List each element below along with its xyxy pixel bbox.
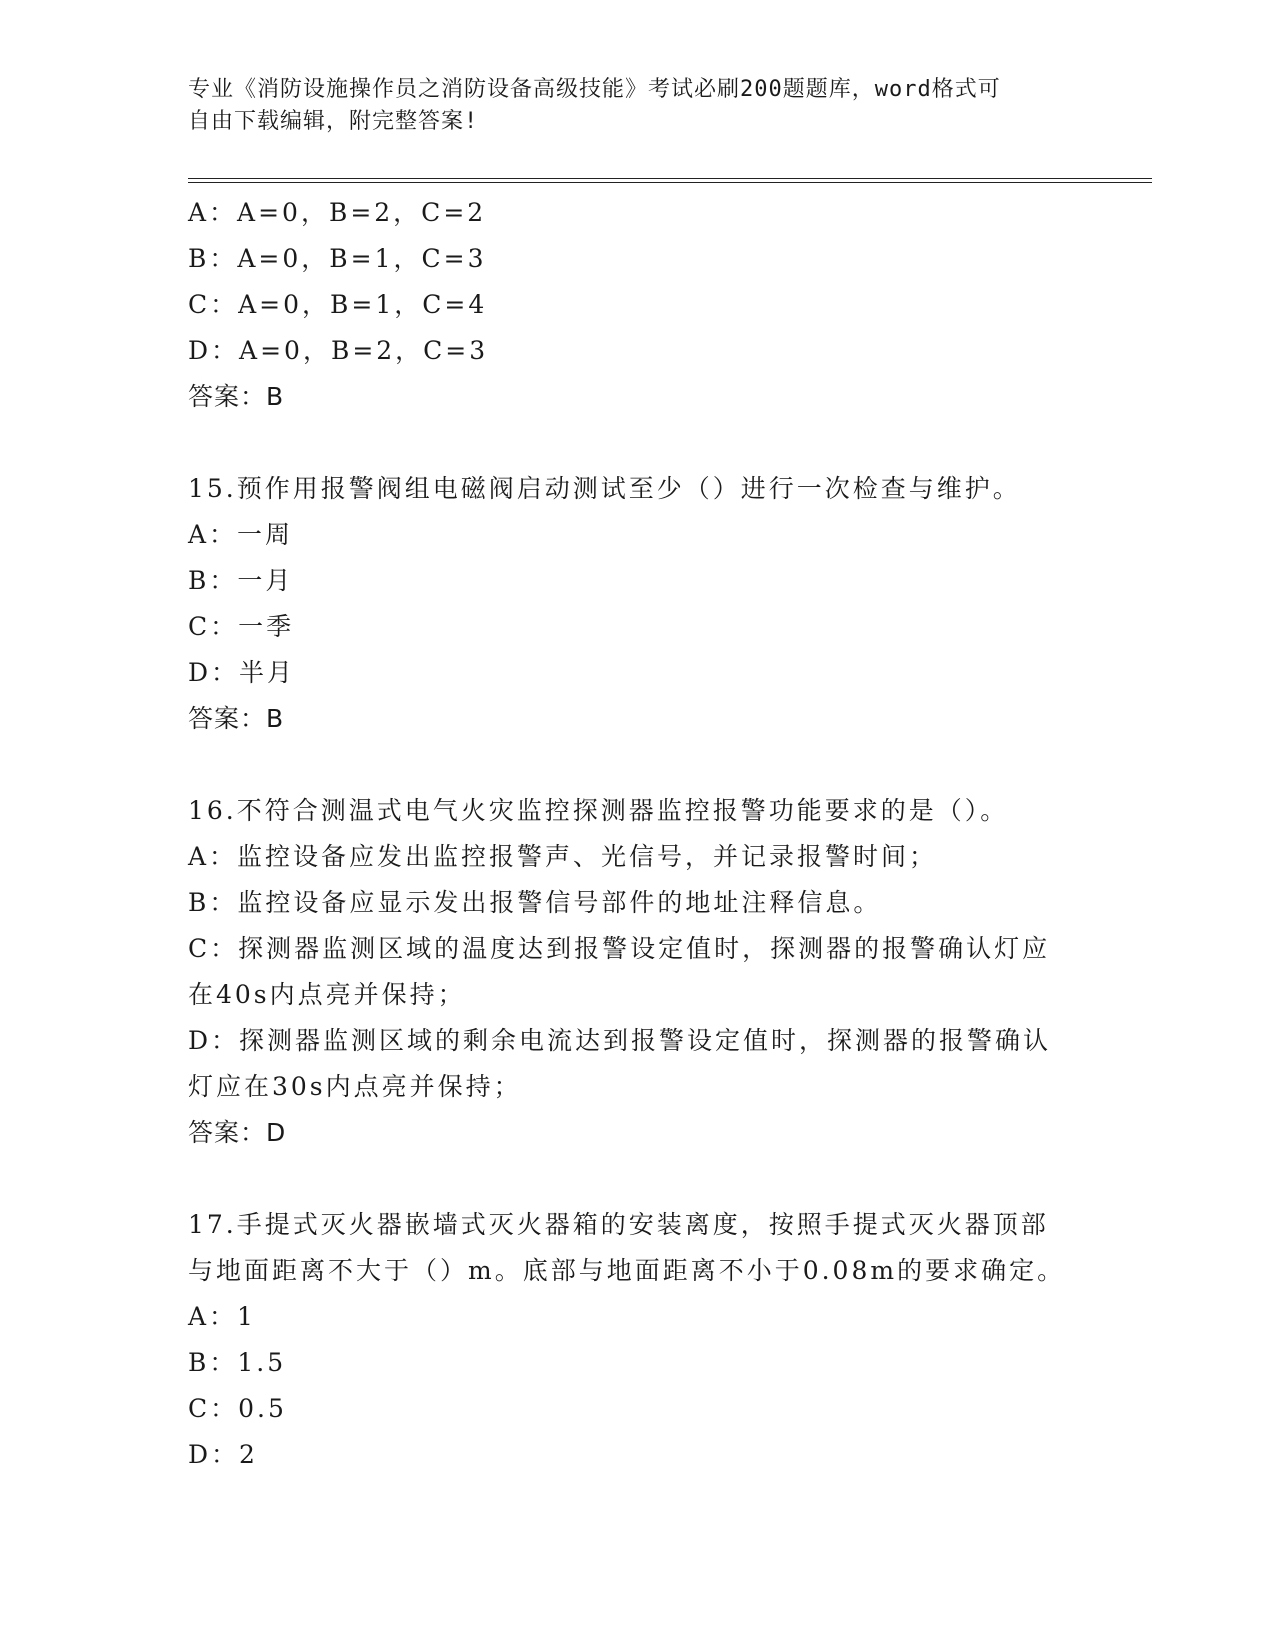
- spacer: [188, 420, 1088, 466]
- option-c: C：一季: [188, 612, 295, 641]
- option-b: B：A=0，B=1，C=3: [188, 244, 487, 273]
- option-c: C：探测器监测区域的温度达到报警设定值时，探测器的报警确认灯应: [188, 934, 1051, 963]
- question-15-block: [188, 466, 1088, 742]
- page-header: [188, 74, 1088, 138]
- question-14-block: [188, 190, 1088, 420]
- option-a: A：1: [188, 1302, 256, 1331]
- question-text: 17.手提式灭火器嵌墙式灭火器箱的安装离度，按照手提式灭火器顶部: [188, 1210, 1049, 1239]
- answer: 答案：D: [188, 1118, 287, 1147]
- option-a: A：一周: [188, 520, 294, 549]
- spacer: [188, 1156, 1088, 1202]
- option-b: B：一月: [188, 566, 294, 595]
- option-b: B：监控设备应显示发出报警信号部件的地址注释信息。: [188, 888, 882, 917]
- option-b: B：1.5: [188, 1348, 287, 1377]
- option-d-continued: 灯应在30s内点亮并保持；: [188, 1072, 522, 1101]
- option-d: D：A=0，B=2，C=3: [188, 336, 489, 365]
- header-divider: [188, 178, 1152, 183]
- answer: 答案：B: [188, 382, 285, 411]
- header-line-2: 自由下载编辑，附完整答案!: [188, 109, 479, 134]
- question-16-block: [188, 788, 1088, 1156]
- question-text: 16.不符合测温式电气火灾监控探测器监控报警功能要求的是（）。: [188, 796, 1009, 825]
- option-c-continued: 在40s内点亮并保持；: [188, 980, 466, 1009]
- answer: 答案：B: [188, 704, 285, 733]
- option-d: D：2: [188, 1440, 258, 1469]
- question-text: 15.预作用报警阀组电磁阀启动测试至少（）进行一次检查与维护。: [188, 474, 1021, 503]
- spacer: [188, 742, 1088, 788]
- option-c: C：0.5: [188, 1394, 287, 1423]
- option-a: A：A=0，B=2，C=2: [188, 198, 487, 227]
- question-17-block: [188, 1202, 1088, 1478]
- header-line-1: 专业《消防设施操作员之消防设备高级技能》考试必刷200题题库，word格式可: [188, 77, 1001, 102]
- option-c: C：A=0，B=1，C=4: [188, 290, 488, 319]
- question-text-continued: 与地面距离不大于（）m。底部与地面距离不小于0.08m的要求确定。: [188, 1256, 1066, 1285]
- question-list: [188, 190, 1088, 1478]
- option-d: D：探测器监测区域的剩余电流达到报警设定值时，探测器的报警确认: [188, 1026, 1052, 1055]
- option-a: A：监控设备应发出监控报警声、光信号，并记录报警时间；: [188, 842, 938, 871]
- option-d: D：半月: [188, 658, 296, 687]
